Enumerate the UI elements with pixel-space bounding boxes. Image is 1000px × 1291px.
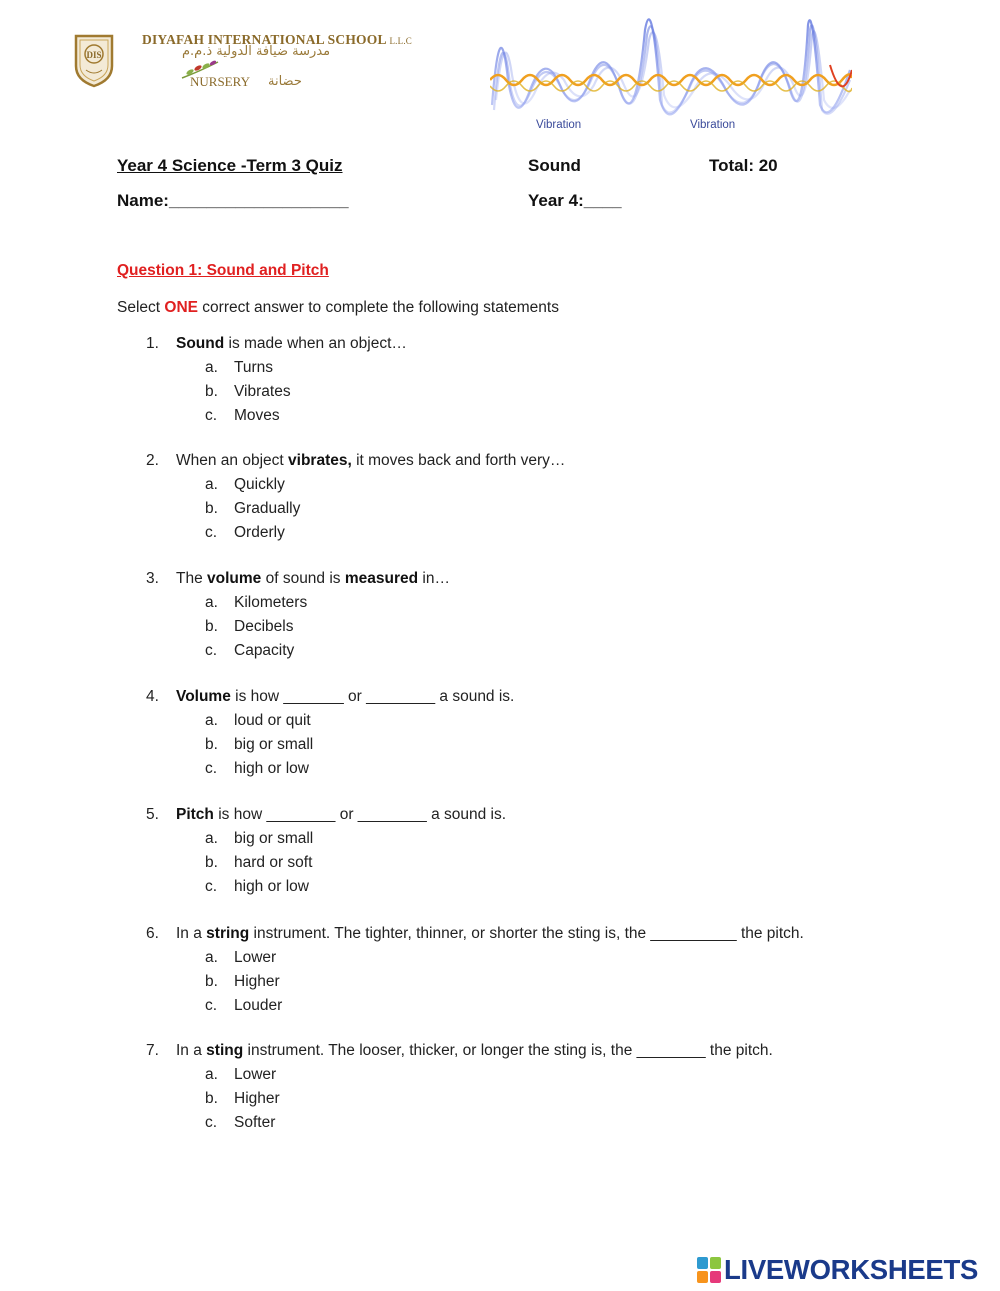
question-stem	[176, 688, 514, 706]
option-letter: a.	[205, 476, 218, 493]
answer-option[interactable]	[205, 1114, 275, 1132]
question-number: 3.	[146, 570, 159, 587]
option-text: Louder	[234, 997, 283, 1014]
option-letter: c.	[205, 407, 218, 424]
option-text: Capacity	[234, 642, 295, 659]
answer-option[interactable]	[205, 1066, 276, 1084]
option-letter: a.	[205, 594, 218, 611]
instruction	[117, 299, 559, 317]
question-number: 4.	[146, 688, 159, 705]
option-letter: c.	[205, 760, 218, 777]
stem-keyword: Pitch	[176, 806, 214, 823]
option-letter: c.	[205, 524, 218, 541]
option-letter: b.	[205, 618, 218, 635]
option-letter: b.	[205, 854, 218, 871]
question-stem	[176, 570, 450, 588]
option-letter: b.	[205, 736, 218, 753]
stem-text: it moves back and forth very…	[351, 452, 566, 469]
nursery-label: NURSERY	[190, 74, 250, 89]
question-stem	[176, 806, 506, 824]
stem-text: in…	[418, 570, 450, 587]
stem-text: When an object	[176, 452, 289, 469]
option-letter: a.	[205, 1066, 218, 1083]
school-name-arabic: مدرسة ضيافة الدولية ذ.م.م	[182, 44, 331, 59]
year-field[interactable]: Year 4:____	[528, 191, 622, 210]
stem-keyword: measured	[344, 570, 419, 587]
option-text: high or low	[234, 878, 309, 895]
answer-option[interactable]	[205, 594, 307, 612]
option-text: high or low	[234, 760, 309, 777]
option-letter: c.	[205, 642, 218, 659]
stem-text: is how ________ or ________ a sound is.	[213, 806, 507, 823]
question-number: 2.	[146, 452, 159, 469]
option-text: Decibels	[234, 618, 294, 635]
stem-keyword: Volume	[176, 688, 231, 705]
option-letter: c.	[205, 997, 218, 1014]
option-letter: b.	[205, 1090, 218, 1107]
option-letter: a.	[205, 712, 218, 729]
option-text: big or small	[234, 736, 314, 753]
answer-option[interactable]	[205, 500, 300, 518]
liveworksheets-icon	[697, 1257, 721, 1283]
option-letter: b.	[205, 383, 218, 400]
answer-option[interactable]	[205, 997, 282, 1015]
question-number: 1.	[146, 335, 159, 352]
option-text: Vibrates	[234, 383, 291, 400]
stem-keyword: vibrates,	[288, 452, 352, 469]
stem-text: The	[176, 570, 208, 587]
option-letter: a.	[205, 830, 218, 847]
question-number: 7.	[146, 1042, 159, 1059]
option-text: Orderly	[234, 524, 285, 541]
option-text: Quickly	[234, 476, 285, 493]
option-text: loud or quit	[234, 712, 311, 729]
stem-text: is made when an object…	[224, 335, 407, 352]
question-number: 5.	[146, 806, 159, 823]
school-name-text: DIYAFAH INTERNATIONAL SCHOOL	[142, 32, 386, 47]
name-field[interactable]: Name:___________________	[117, 191, 349, 210]
stem-text: instrument. The looser, thicker, or longer the sting is, the ________ the pitch.	[243, 1042, 773, 1059]
answer-option[interactable]	[205, 854, 312, 872]
option-text: Higher	[234, 1090, 280, 1107]
answer-option[interactable]	[205, 642, 294, 660]
question-stem	[176, 452, 565, 470]
answer-option[interactable]	[205, 383, 291, 401]
option-text: Turns	[234, 359, 274, 376]
option-text: Kilometers	[234, 594, 308, 611]
answer-option[interactable]	[205, 736, 313, 754]
section-heading: Question 1: Sound and Pitch	[117, 262, 329, 279]
school-logo	[72, 30, 412, 100]
answer-option[interactable]	[205, 359, 273, 377]
answer-option[interactable]	[205, 878, 309, 896]
nursery-label-arabic: حضانة	[268, 74, 302, 89]
option-text: Softer	[234, 1114, 276, 1131]
question-stem	[176, 335, 407, 353]
option-letter: c.	[205, 1114, 218, 1131]
blue-wave-bundle	[492, 19, 850, 114]
option-text: Gradually	[234, 500, 301, 517]
option-text: Higher	[234, 973, 280, 990]
vibration-label-right: Vibration	[690, 119, 736, 131]
crest-text: DIS	[86, 50, 102, 60]
yellow-wave	[490, 81, 852, 92]
school-crest-icon	[72, 32, 116, 88]
question-stem	[176, 925, 804, 943]
answer-option[interactable]	[205, 949, 276, 967]
stem-keyword: string	[206, 925, 250, 942]
stem-text: In a	[176, 1042, 207, 1059]
answer-option[interactable]	[205, 476, 285, 494]
option-text: Moves	[234, 407, 280, 424]
answer-option[interactable]	[205, 973, 280, 991]
instruction-pre: Select	[117, 299, 165, 316]
answer-option[interactable]	[205, 407, 280, 425]
answer-option[interactable]	[205, 760, 309, 778]
option-letter: c.	[205, 878, 218, 895]
instruction-post: correct answer to complete the following statements	[197, 299, 559, 316]
answer-option[interactable]	[205, 524, 285, 542]
stem-text: is how _______ or ________ a sound is.	[230, 688, 515, 705]
answer-option[interactable]	[205, 618, 293, 636]
quiz-topic: Sound	[528, 156, 581, 175]
answer-option[interactable]	[205, 830, 313, 848]
vibration-wave-illustration	[490, 10, 852, 134]
answer-option[interactable]	[205, 1090, 280, 1108]
question-number: 6.	[146, 925, 159, 942]
stem-text: instrument. The tighter, thinner, or shorter the sting is, the __________ the pitch.	[249, 925, 804, 942]
option-letter: a.	[205, 359, 218, 376]
option-letter: b.	[205, 973, 218, 990]
stem-text: In a	[176, 925, 207, 942]
option-text: Lower	[234, 1066, 277, 1083]
option-letter: a.	[205, 949, 218, 966]
school-llc: L.L.C	[389, 36, 412, 46]
answer-option[interactable]	[205, 712, 311, 730]
option-text: hard or soft	[234, 854, 313, 871]
stem-keyword: sting	[206, 1042, 244, 1059]
quiz-title: Year 4 Science -Term 3 Quiz	[117, 156, 343, 175]
quiz-total: Total: 20	[709, 156, 778, 175]
question-stem	[176, 1042, 773, 1060]
stem-keyword: Sound	[176, 335, 225, 352]
liveworksheets-brand: LIVEWORKSHEETS	[724, 1254, 979, 1285]
stem-keyword: volume	[207, 570, 262, 587]
option-text: big or small	[234, 830, 314, 847]
stem-text: of sound is	[261, 570, 345, 587]
option-letter: b.	[205, 500, 218, 517]
vibration-label-left: Vibration	[536, 119, 582, 131]
instruction-emphasis: ONE	[164, 299, 198, 316]
option-text: Lower	[234, 949, 277, 966]
